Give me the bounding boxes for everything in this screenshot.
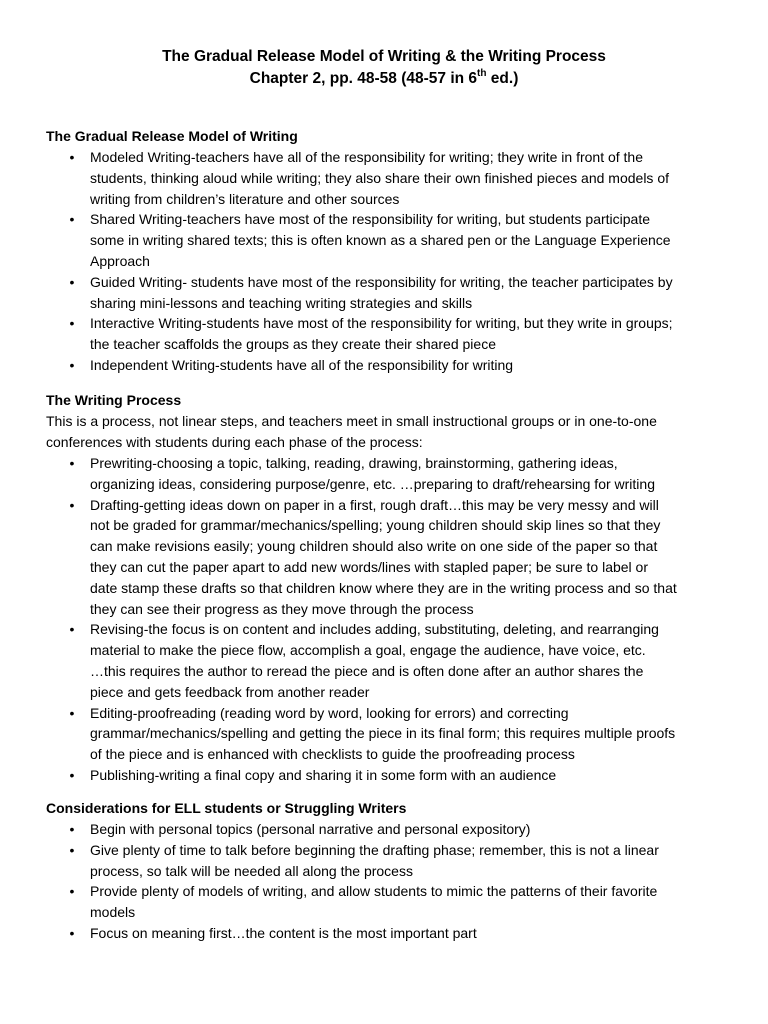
list-item-line: Guided Writing- students have most of the responsibility for writing, the teacher participates by <box>90 273 673 290</box>
list-item-line: Prewriting-choosing a topic, talking, reading, drawing, brainstorming, gathering ideas, <box>90 455 618 471</box>
list-item-line: Approach <box>90 252 150 269</box>
ell-considerations-list <box>46 819 736 944</box>
intro-line: This is a process, not linear steps, and teachers meet in small instructional groups or in one-to-one <box>46 413 657 429</box>
list-item-line: the teacher scaffolds the groups as they create their shared piece <box>90 336 496 353</box>
list-item <box>46 147 736 209</box>
title-line-2 <box>0 68 768 90</box>
list-item-line: material to make the piece flow, accomplish a goal, engage the audience, have voice, etc. <box>90 642 646 659</box>
list-item-line: some in writing shared texts; this is often known as a shared pen or the Language Experience <box>90 232 671 249</box>
list-item <box>46 703 736 765</box>
title-line-2-end: ed.) <box>486 70 519 87</box>
list-item-line: …this requires the author to reread the piece and is often done after an author shares the <box>90 662 644 679</box>
title-line-2-text: Chapter 2, pp. 48-58 (48-57 in 6 <box>249 70 478 87</box>
list-item <box>46 355 736 376</box>
bullet-icon: • <box>69 704 75 721</box>
bullet-icon: • <box>69 496 75 513</box>
list-item <box>46 923 736 944</box>
list-item-line: piece and gets feedback from another reader <box>90 683 370 700</box>
list-item-line: Revising-the focus is on content and includes adding, substituting, deleting, and rearranging <box>90 621 659 638</box>
list-item <box>46 209 736 271</box>
list-item-line: of the piece and is enhanced with checklists to guide the proofreading process <box>90 746 575 763</box>
bullet-icon: • <box>69 273 75 290</box>
title-superscript: th <box>477 67 487 79</box>
list-item-line: Shared Writing-teachers have most of the responsibility for writing, but students participate <box>90 211 651 228</box>
bullet-icon: • <box>69 766 75 783</box>
list-item-line: Modeled Writing-teachers have all of the responsibility for writing; they write in front of the <box>90 149 643 165</box>
list-item <box>46 840 736 882</box>
section-heading-gradual-release: The Gradual Release Model of Writing <box>46 128 298 144</box>
section-heading-writing-process: The Writing Process <box>46 392 182 408</box>
document-title <box>0 46 768 90</box>
title-line-1: The Gradual Release Model of Writing & the Writing Process <box>162 48 606 65</box>
list-item-line: they can see their progress as they move through the process <box>90 600 474 617</box>
bullet-icon: • <box>69 455 75 471</box>
list-item <box>46 313 736 355</box>
list-item-line: date stamp these drafts so that children know where they are in the writing process and so that <box>90 579 677 596</box>
list-item-line: Provide plenty of models of writing, and allow students to mimic the patterns of their favorite <box>90 883 658 900</box>
list-item-line: Begin with personal topics (personal narrative and personal expository) <box>90 821 531 837</box>
list-item-line: organizing ideas, considering purpose/genre, etc. …preparing to draft/rehearsing for writing <box>90 475 655 492</box>
list-item-line: models <box>90 904 136 921</box>
list-item <box>46 453 736 495</box>
writing-process-intro <box>46 411 726 453</box>
intro-line: conferences with students during each phase of the process: <box>46 433 423 450</box>
list-item <box>46 619 736 702</box>
list-item-line: Publishing-writing a final copy and sharing it in some form with an audience <box>90 766 557 783</box>
list-item-line: can make revisions easily; young children should also write on one side of the paper so that <box>90 538 658 555</box>
bullet-icon: • <box>69 821 75 837</box>
bullet-icon: • <box>69 356 75 373</box>
list-item-line: students, thinking aloud while writing; they also share their own finished pieces and models of <box>90 169 669 186</box>
list-item-line: Independent Writing-students have all of the responsibility for writing <box>90 356 514 373</box>
list-item <box>46 819 736 840</box>
writing-process-list <box>46 453 736 786</box>
bullet-icon: • <box>69 841 75 858</box>
gradual-release-list <box>46 147 736 376</box>
list-item-line: grammar/mechanics/spelling and getting the piece in its final form; this requires multiple proofs <box>90 725 676 742</box>
list-item-line: Interactive Writing-students have most of the responsibility for writing, but they write in groups; <box>90 315 673 332</box>
bullet-icon: • <box>69 211 75 228</box>
list-item <box>46 881 736 923</box>
list-item <box>46 495 736 620</box>
bullet-icon: • <box>69 924 75 941</box>
list-item-line: Focus on meaning first…the content is the most important part <box>90 924 477 941</box>
bullet-icon: • <box>69 149 75 165</box>
bullet-icon: • <box>69 621 75 638</box>
list-item-line: Editing-proofreading (reading word by word, looking for errors) and correcting <box>90 704 569 721</box>
list-item <box>46 765 736 786</box>
list-item-line: Give plenty of time to talk before beginning the drafting phase; remember, this is not a linear <box>90 841 659 858</box>
list-item-line: they can cut the paper apart to add new words/lines with stapled paper; be sure to label or <box>90 558 649 575</box>
bullet-icon: • <box>69 883 75 900</box>
list-item-line: process, so talk will be needed all along the process <box>90 862 413 879</box>
bullet-icon: • <box>69 315 75 332</box>
list-item-line: sharing mini-lessons and teaching writing strategies and skills <box>90 294 473 311</box>
list-item-line: not be graded for grammar/mechanics/spelling; young children should skip lines so that they <box>90 517 661 534</box>
section-heading-ell-considerations: Considerations for ELL students or Struggling Writers <box>46 800 407 816</box>
list-item-line: Drafting-getting ideas down on paper in a first, rough draft…this may be very messy and will <box>90 496 659 513</box>
list-item-line: writing from children’s literature and other sources <box>90 190 400 207</box>
list-item <box>46 272 736 314</box>
